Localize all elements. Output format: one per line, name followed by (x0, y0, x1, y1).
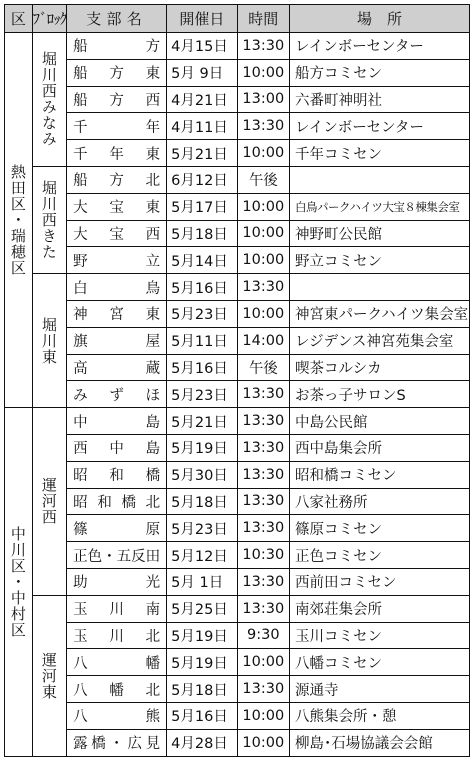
header-place: 場 所 (290, 5, 470, 33)
event-date: 5月16日 (167, 702, 237, 729)
ward-name: 熱田区・瑞穂区 (5, 33, 33, 408)
table-row (5, 461, 470, 488)
table-row (5, 247, 470, 274)
event-date: 5月16日 (167, 354, 237, 381)
event-place: 六番町神明社 (290, 86, 470, 113)
event-place: 玉川コミセン (290, 622, 470, 649)
event-date: 5月21日 (167, 140, 237, 167)
event-date: 5月19日 (167, 622, 237, 649)
header-time: 時間 (237, 5, 289, 33)
event-place: 西中島集会所 (290, 434, 470, 461)
event-date: 5月23日 (167, 300, 237, 327)
header-ward: 区 (5, 5, 33, 33)
header-block: ﾌﾞﾛｯｸ (32, 5, 67, 33)
branch-name: 船方 (67, 33, 167, 60)
event-date: 4月21日 (167, 86, 237, 113)
event-time: 13:30 (237, 274, 289, 301)
schedule-body (5, 33, 470, 757)
event-date: 5月17日 (167, 193, 237, 220)
header-branch: 支部名 (67, 5, 167, 33)
header-date: 開催日 (167, 5, 237, 33)
branch-name: 昭和橋 (67, 461, 167, 488)
event-time: 9:30 (237, 622, 289, 649)
event-date: 5月 9日 (167, 59, 237, 86)
event-date: 5月12日 (167, 542, 237, 569)
branch-name: 船方西 (67, 86, 167, 113)
table-row (5, 702, 470, 729)
event-time: 10:00 (237, 220, 289, 247)
event-date: 4月15日 (167, 33, 237, 60)
branch-name: 千年 (67, 113, 167, 140)
table-row (5, 542, 470, 569)
event-time: 13:30 (237, 434, 289, 461)
event-time: 10:00 (237, 59, 289, 86)
event-time: 13:30 (237, 461, 289, 488)
branch-name: 白鳥 (67, 274, 167, 301)
branch-name: 船方北 (67, 166, 167, 193)
event-time: 13:30 (237, 568, 289, 595)
branch-name: 昭和橋北 (67, 488, 167, 515)
event-date: 5月18日 (167, 220, 237, 247)
event-place: 昭和橋コミセン (290, 461, 470, 488)
event-place: お茶っ子サロンS (290, 381, 470, 408)
event-time: 13:30 (237, 488, 289, 515)
event-date: 5月25日 (167, 595, 237, 622)
block-name: 堀川西みなみ (32, 33, 67, 167)
branch-name: 篠原 (67, 515, 167, 542)
event-place: 八家社務所 (290, 488, 470, 515)
event-place (290, 274, 470, 301)
event-place: レジデンス神宮苑集会室 (290, 327, 470, 354)
event-date: 5月19日 (167, 434, 237, 461)
event-time: 10:00 (237, 649, 289, 676)
branch-name: 助光 (67, 568, 167, 595)
event-date: 5月11日 (167, 327, 237, 354)
table-row (5, 220, 470, 247)
event-time: 午後 (237, 166, 289, 193)
table-row (5, 595, 470, 622)
header-row (5, 5, 470, 33)
event-place: 篠原コミセン (290, 515, 470, 542)
event-place: 南郊荘集会所 (290, 595, 470, 622)
event-place: 神宮東パークハイツ集会室 (290, 300, 470, 327)
table-row (5, 113, 470, 140)
branch-name: 玉川南 (67, 595, 167, 622)
event-time: 13:00 (237, 86, 289, 113)
event-date: 5月23日 (167, 381, 237, 408)
table-row (5, 408, 470, 435)
event-date: 5月18日 (167, 488, 237, 515)
event-date: 4月28日 (167, 729, 237, 756)
table-row (5, 515, 470, 542)
block-name: 運河西 (32, 408, 67, 596)
event-place: 白鳥パークハイツ大宝８棟集会室 (290, 193, 470, 220)
branch-name: 船方東 (67, 59, 167, 86)
event-place: 野立コミセン (290, 247, 470, 274)
table-row (5, 676, 470, 703)
branch-name: 正色・五反田 (67, 542, 167, 569)
branch-name: 露橋・広見 (67, 729, 167, 756)
event-place (290, 166, 470, 193)
block-name: 堀川西きた (32, 166, 67, 273)
event-time: 13:30 (237, 676, 289, 703)
branch-name: 旗屋 (67, 327, 167, 354)
event-date: 5月18日 (167, 676, 237, 703)
event-place: 柳島･石場協議会会館 (290, 729, 470, 756)
table-row (5, 274, 470, 301)
branch-name: 神宮東 (67, 300, 167, 327)
event-time: 13:30 (237, 113, 289, 140)
event-time: 14:00 (237, 327, 289, 354)
table-row (5, 622, 470, 649)
schedule-table-wrapper (4, 4, 470, 757)
branch-name: 中島 (67, 408, 167, 435)
event-time: 10:00 (237, 729, 289, 756)
branch-name: 野立 (67, 247, 167, 274)
branch-name: 大宝西 (67, 220, 167, 247)
event-date: 5月19日 (167, 649, 237, 676)
event-time: 13:30 (237, 408, 289, 435)
event-date: 4月11日 (167, 113, 237, 140)
event-date: 5月23日 (167, 515, 237, 542)
table-row (5, 488, 470, 515)
table-row (5, 327, 470, 354)
event-place: 八熊集会所・憩 (290, 702, 470, 729)
table-row (5, 193, 470, 220)
branch-name: 八幡北 (67, 676, 167, 703)
branch-name: 大宝東 (67, 193, 167, 220)
branch-name: 千年東 (67, 140, 167, 167)
table-row (5, 649, 470, 676)
event-time: 10:00 (237, 247, 289, 274)
branch-name: 八幡 (67, 649, 167, 676)
branch-name: 八熊 (67, 702, 167, 729)
event-date: 5月14日 (167, 247, 237, 274)
table-row (5, 33, 470, 60)
schedule-table (4, 4, 470, 757)
table-row (5, 59, 470, 86)
event-place: 正色コミセン (290, 542, 470, 569)
event-date: 5月16日 (167, 274, 237, 301)
branch-name: 高蔵 (67, 354, 167, 381)
branch-name: 西中島 (67, 434, 167, 461)
branch-name: みずほ (67, 381, 167, 408)
table-row (5, 434, 470, 461)
event-place: レインボーセンター (290, 113, 470, 140)
event-place: 千年コミセン (290, 140, 470, 167)
event-time: 13:30 (237, 33, 289, 60)
event-time: 10:00 (237, 140, 289, 167)
event-place: 源通寺 (290, 676, 470, 703)
table-row (5, 568, 470, 595)
table-row (5, 354, 470, 381)
block-name: 運河東 (32, 595, 67, 756)
ward-name: 中川区・中村区 (5, 408, 33, 756)
event-time: 午後 (237, 354, 289, 381)
event-place: 八幡コミセン (290, 649, 470, 676)
event-time: 13:30 (237, 515, 289, 542)
event-time: 10:00 (237, 193, 289, 220)
event-place: レインボーセンター (290, 33, 470, 60)
event-place: 喫茶コルシカ (290, 354, 470, 381)
event-place: 船方コミセン (290, 59, 470, 86)
event-time: 10:00 (237, 300, 289, 327)
event-date: 5月30日 (167, 461, 237, 488)
event-time: 10:30 (237, 542, 289, 569)
table-row (5, 166, 470, 193)
event-date: 5月21日 (167, 408, 237, 435)
table-row (5, 300, 470, 327)
table-row (5, 381, 470, 408)
table-row (5, 86, 470, 113)
block-name: 堀川東 (32, 274, 67, 408)
branch-name: 玉川北 (67, 622, 167, 649)
event-time: 13:30 (237, 381, 289, 408)
event-date: 6月12日 (167, 166, 237, 193)
table-row (5, 729, 470, 756)
event-place: 中島公民館 (290, 408, 470, 435)
event-time: 10:00 (237, 702, 289, 729)
event-place: 西前田コミセン (290, 568, 470, 595)
event-place: 神野町公民館 (290, 220, 470, 247)
event-time: 13:30 (237, 595, 289, 622)
table-row (5, 140, 470, 167)
event-date: 5月 1日 (167, 568, 237, 595)
